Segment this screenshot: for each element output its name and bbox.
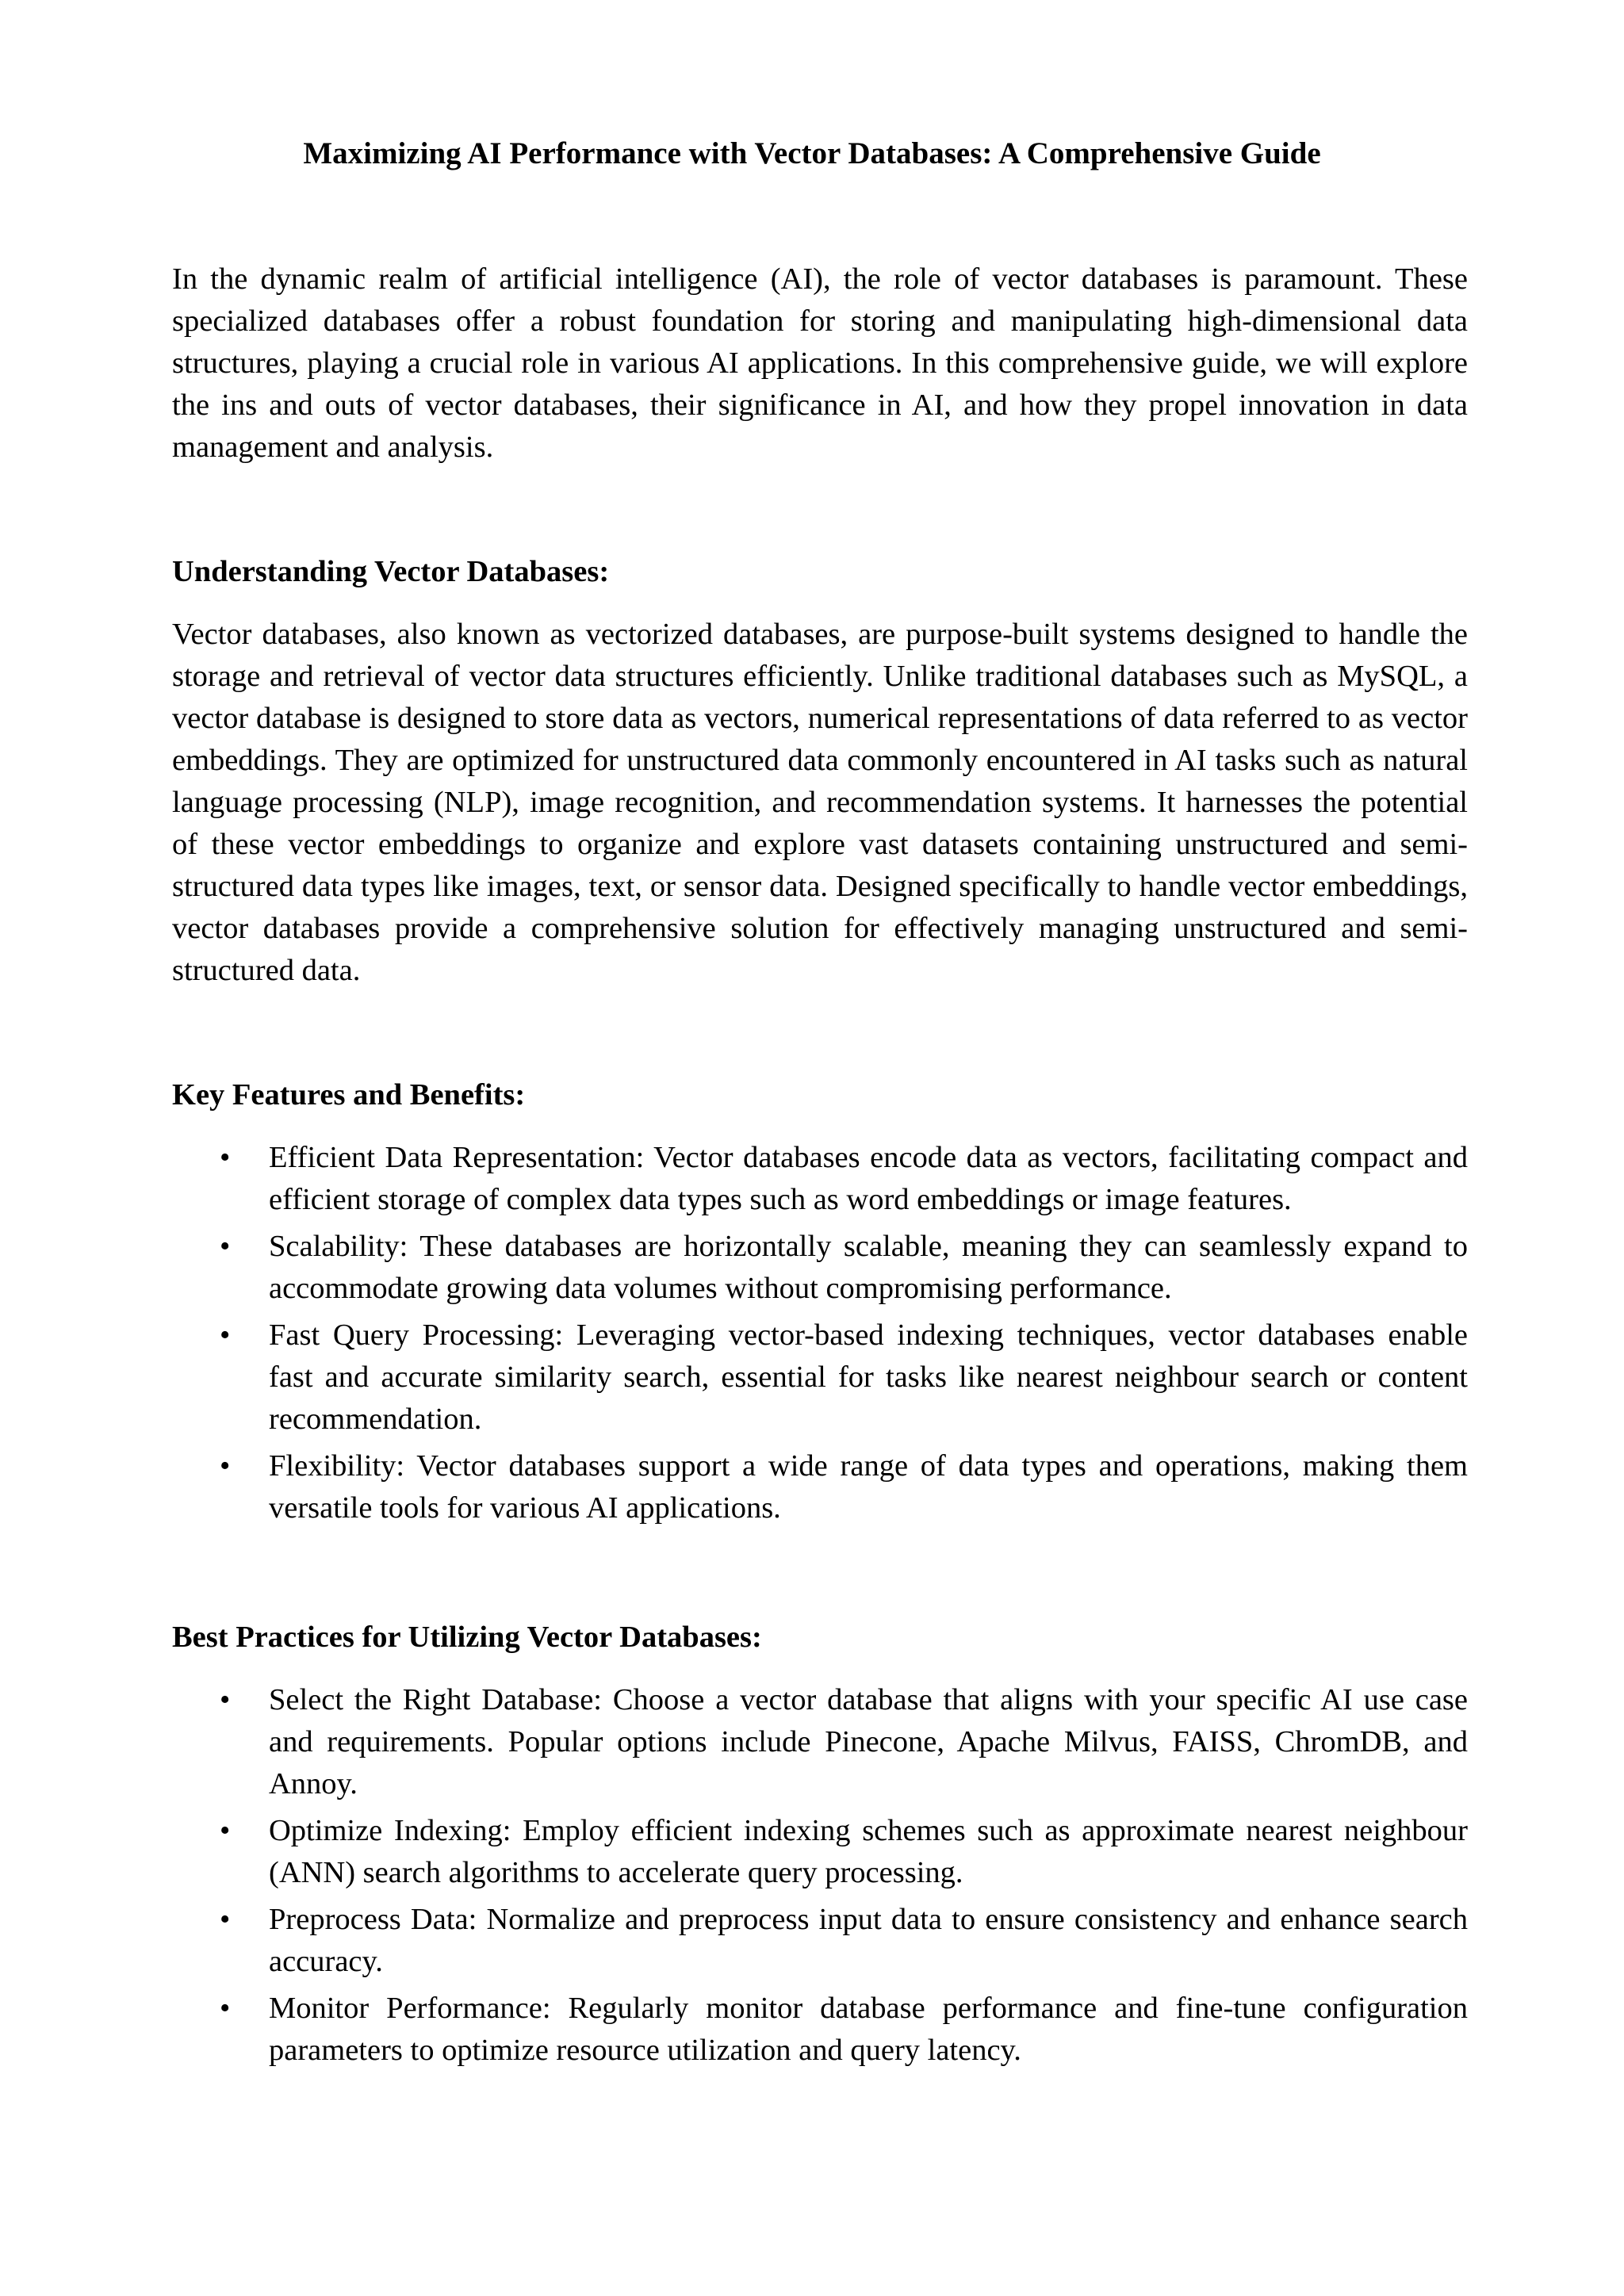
list-item: [172, 1899, 1468, 1983]
bullet-icon: •: [220, 1318, 231, 1352]
key-features-list: [172, 1137, 1468, 1529]
list-item: [172, 1226, 1468, 1310]
list-item-text: Fast Query Processing: Leveraging vector-based indexing techniques, vector databases enable fast and accurate similarity search, essential for tasks like nearest neighbour search or content recommendation.: [269, 1318, 1468, 1436]
bullet-icon: •: [220, 1992, 231, 2025]
section-spacer: [172, 1534, 1468, 1617]
list-item-text: Optimize Indexing: Employ efficient indexing schemes such as approximate nearest neighbour (ANN) search algorithms to accelerate query processing.: [269, 1814, 1468, 1889]
intro-paragraph: In the dynamic realm of artificial intelligence (AI), the role of vector databases is paramount. These specialized databases offer a robust foundation for storing and manipulating high-dimensional data structures, playing a crucial role in various AI applications. In this comprehensive guide, we will explore the ins and outs of vector databases, their significance in AI, and how they propel innovation in data management and analysis.: [172, 262, 1468, 464]
section-spacer: [172, 469, 1468, 551]
document-body: [172, 258, 1468, 2076]
bullet-icon: •: [220, 1141, 231, 1174]
list-item: [172, 1679, 1468, 1805]
list-item: [172, 1445, 1468, 1529]
list-item-text: Preprocess Data: Normalize and preprocess input data to ensure consistency and enhance search accuracy.: [269, 1903, 1468, 1978]
list-item-text: Monitor Performance: Regularly monitor database performance and fine-tune configuration parameters to optimize resource utilization and query latency.: [269, 1992, 1468, 2067]
list-item-text: Scalability: These databases are horizontally scalable, meaning they can seamlessly expand to accommodate growing data volumes without compromising performance.: [269, 1230, 1468, 1305]
understanding-paragraph: Vector databases, also known as vectorized databases, are purpose-built systems designed to handle the storage and retrieval of vector data structures efficiently. Unlike traditional databases such as MySQL, a vector database is designed to store data as vectors, numerical representations of data referred to as vector embeddings. They are optimized for unstructured data commonly encountered in AI tasks such as natural language processing (NLP), image recognition, and recommendation systems. It harnesses the potential of these vector embeddings to organize and explore vast datasets containing unstructured and semi-structured data types like images, text, or sensor data. Designed specifically to handle vector embeddings, vector databases provide a comprehensive solution for effectively managing unstructured and semi-structured data.: [172, 618, 1468, 987]
list-item: [172, 1314, 1468, 1441]
list-item: [172, 1810, 1468, 1894]
section-spacer: [172, 992, 1468, 1074]
list-item: [172, 1137, 1468, 1221]
best-practices-list: [172, 1679, 1468, 2072]
bullet-icon: •: [220, 1230, 231, 1263]
list-item-text: Flexibility: Vector databases support a wide range of data types and operations, making them versatile tools for various AI applications.: [269, 1449, 1468, 1525]
heading-spacer: [172, 1116, 1468, 1137]
list-item-text: Efficient Data Representation: Vector databases encode data as vectors, facilitating compact and efficient storage of complex data types such as word embeddings or image features.: [269, 1141, 1468, 1216]
bullet-icon: •: [220, 1449, 231, 1483]
heading-key-features: Key Features and Benefits:: [172, 1078, 526, 1112]
document-title: Maximizing AI Performance with Vector Databases: A Comprehensive Guide: [303, 136, 1321, 170]
list-item: [172, 1988, 1468, 2072]
bullet-icon: •: [220, 1903, 231, 1936]
heading-spacer: [172, 593, 1468, 614]
heading-best-practices: Best Practices for Utilizing Vector Databases:: [172, 1621, 762, 1654]
heading-spacer: [172, 1659, 1468, 1679]
list-item-text: Select the Right Database: Choose a vector database that aligns with your specific AI use case and requirements. Popular options include Pinecone, Apache Milvus, FAISS, ChromDB, and Annoy.: [269, 1683, 1468, 1800]
heading-understanding-vector-databases: Understanding Vector Databases:: [172, 555, 610, 588]
bullet-icon: •: [220, 1683, 231, 1716]
bullet-icon: •: [220, 1814, 231, 1847]
